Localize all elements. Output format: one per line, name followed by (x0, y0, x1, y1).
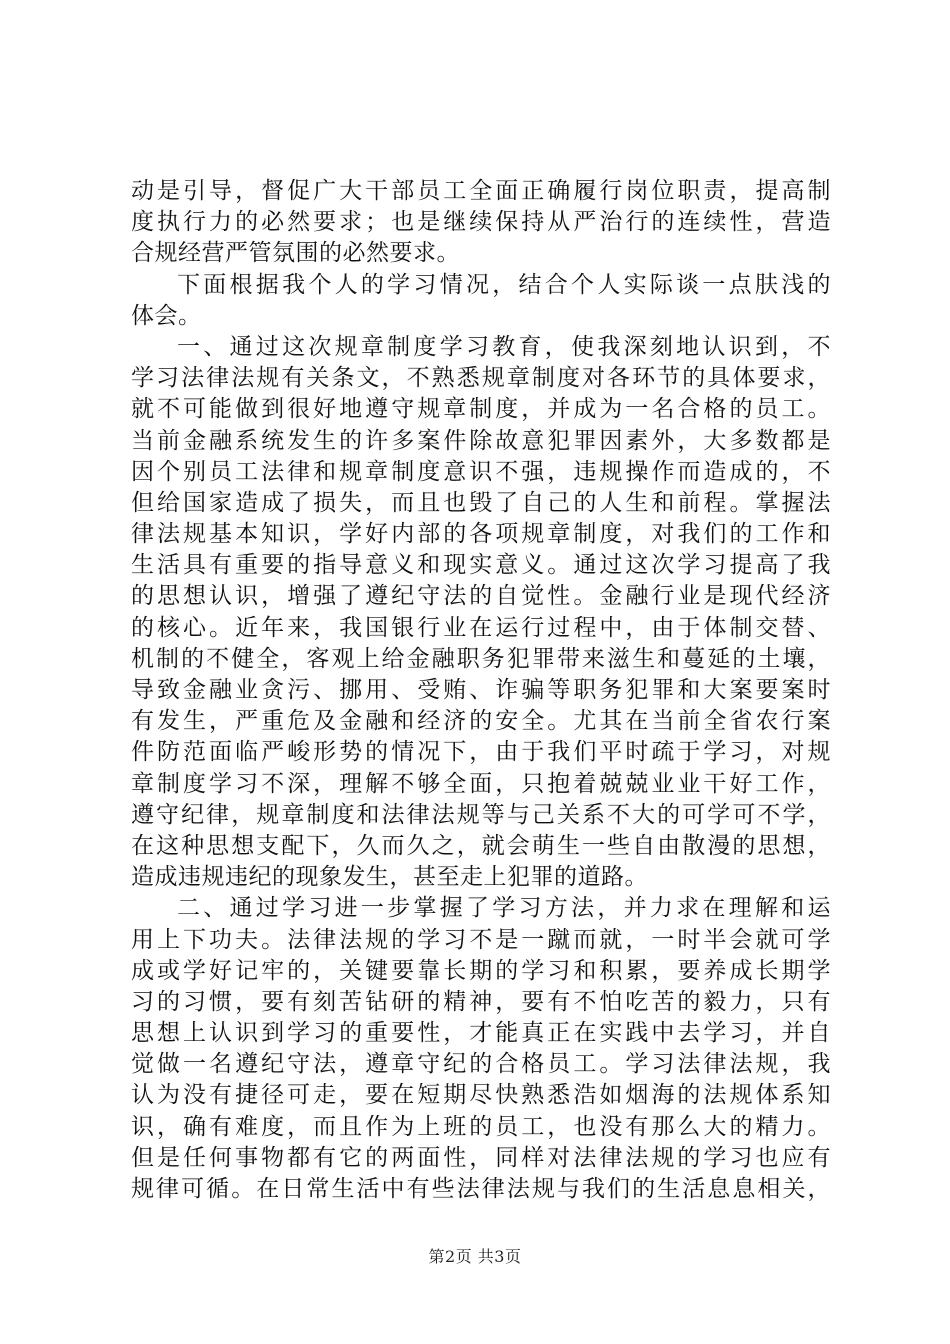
page-number-footer: 第2页 共3页 (428, 1247, 522, 1266)
text-line: 章制度学习不深，理解不够全面，只抱着兢兢业业干好工作， (131, 770, 831, 797)
text-line: 规律可循。在日常生活中有些法律法规与我们的生活息息相关， (131, 1176, 831, 1202)
text-line: 造成违规违纪的现象发生，甚至走上犯罪的道路。 (131, 864, 648, 891)
text-line: 在这种思想支配下，久而久之，就会萌生一些自由散漫的思想， (131, 832, 831, 859)
text-line: 有发生，严重危及金融和经济的安全。尤其在当前全省农行案 (131, 708, 831, 735)
text-line: 生活具有重要的指导意义和现实意义。通过这次学习提高了我 (131, 552, 831, 579)
text-line: 律法规基本知识，学好内部的各项规章制度，对我们的工作和 (131, 521, 831, 548)
text-line: 因个别员工法律和规章制度意识不强，违规操作而造成的，不 (131, 458, 831, 485)
text-line: 但是任何事物都有它的两面性，同样对法律法规的学习也应有 (131, 1144, 831, 1171)
text-line: 下面根据我个人的学习情况，结合个人实际谈一点肤浅的 (177, 271, 831, 298)
text-line: 认为没有捷径可走，要在短期尽快熟悉浩如烟海的法规体系知 (131, 1082, 831, 1109)
text-line: 思想上认识到学习的重要性，才能真正在实践中去学习，并自 (131, 1020, 831, 1047)
text-line: 但给国家造成了损失，而且也毁了自己的人生和前程。掌握法 (131, 489, 831, 516)
text-line: 用上下功夫。法律法规的学习不是一蹴而就，一时半会就可学 (131, 926, 831, 953)
text-line: 遵守纪律，规章制度和法律法规等与己关系不大的可学可不学， (131, 801, 831, 828)
text-line: 导致金融业贪污、挪用、受贿、诈骗等职务犯罪和大案要案时 (131, 677, 831, 703)
text-line: 机制的不健全，客观上给金融职务犯罪带来滋生和蔓延的土壤， (131, 645, 831, 672)
text-line: 一、通过这次规章制度学习教育，使我深刻地认识到，不 (177, 333, 831, 360)
text-line: 就不可能做到很好地遵守规章制度，并成为一名合格的员工。 (131, 396, 831, 423)
text-line: 动是引导，督促广大干部员工全面正确履行岗位职责，提高制 (131, 178, 831, 204)
text-line: 度执行力的必然要求；也是继续保持从严治行的连续性，营造 (131, 209, 831, 236)
text-line: 的核心。近年来，我国银行业在运行过程中，由于体制交替、 (131, 614, 831, 641)
document-body (131, 176, 831, 1205)
text-line: 习的习惯，要有刻苦钻研的精神，要有不怕吃苦的毅力，只有 (131, 988, 831, 1015)
text-line: 觉做一名遵纪守法，遵章守纪的合格员工。学习法律法规，我 (131, 1051, 831, 1078)
text-line: 学习法律法规有关条文，不熟悉规章制度对各环节的具体要求， (131, 365, 831, 392)
text-line: 成或学好记牢的，关键要靠长期的学习和积累，要养成长期学 (131, 957, 831, 984)
text-line: 合规经营严管氛围的必然要求。 (131, 240, 460, 267)
text-line: 的思想认识，增强了遵纪守法的自觉性。金融行业是现代经济 (131, 583, 831, 610)
text-line: 件防范面临严峻形势的情况下，由于我们平时疏于学习，对规 (131, 739, 831, 766)
text-line: 当前金融系统发生的许多案件除故意犯罪因素外，大多数都是 (131, 427, 831, 454)
text-line: 体会。 (131, 302, 202, 329)
text-line: 识，确有难度，而且作为上班的员工，也没有那么大的精力。 (131, 1113, 831, 1140)
text-line: 二、通过学习进一步掌握了学习方法，并力求在理解和运 (177, 895, 831, 922)
